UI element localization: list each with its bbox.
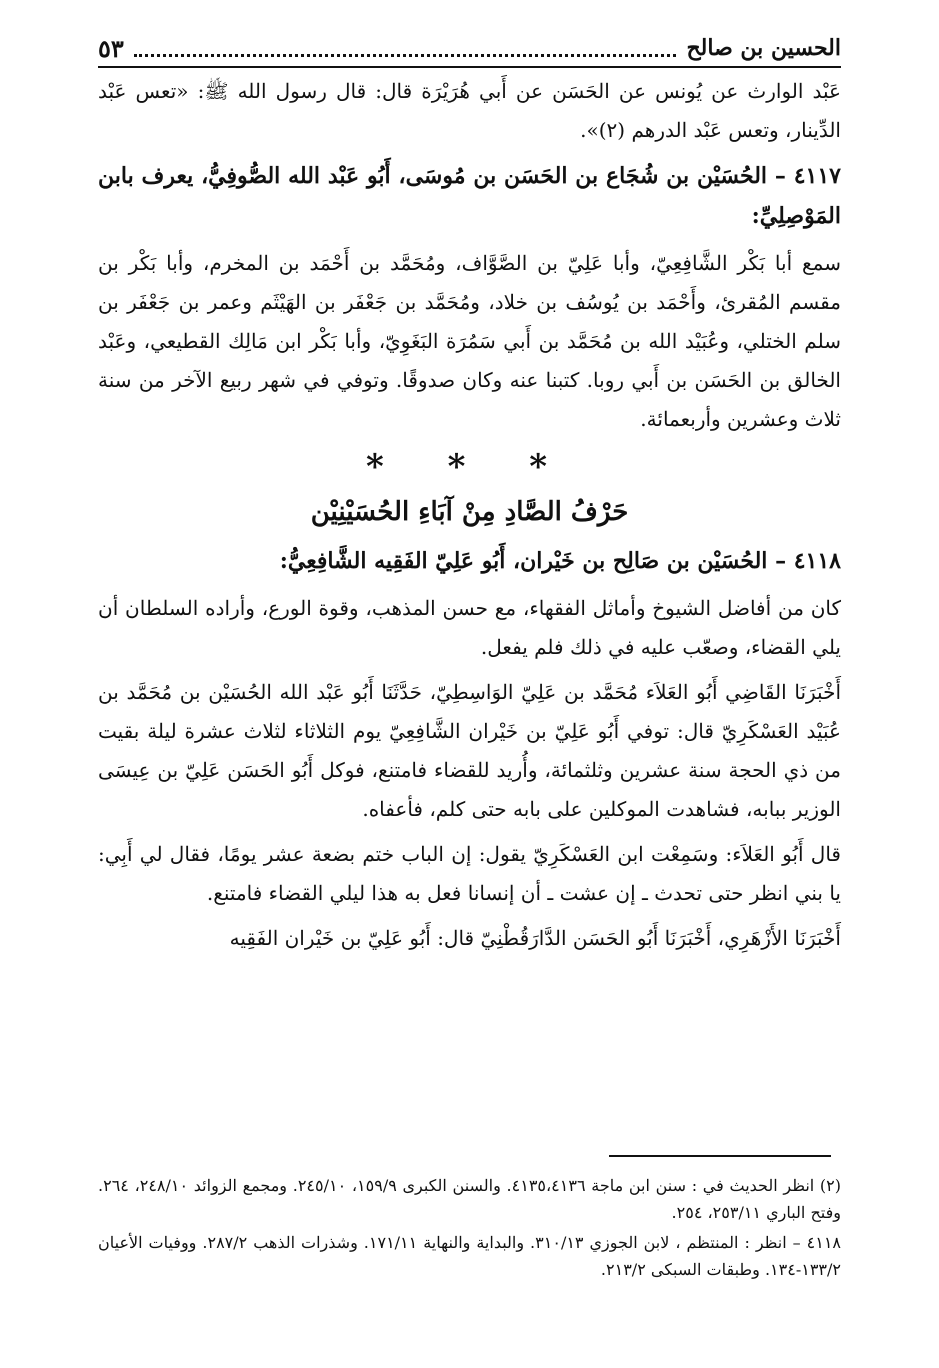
entry-4118-quote: قال أَبُو العَلاَء: وسَمِعْت ابن العَسْكَرِيّ يقول: إن الباب ختم بضعة عشر يومًا، فقال لي أَبِي: يا بني انظر حتى تحدث ـ إن عشت ـ أن إنسانا فعل به هذا ليلي القضاء فامتنع. <box>98 842 841 905</box>
footnote-4118: ٤١١٨ – انظر : المنتظم ، لابن الجوزي ٣١٠/١٣. والبداية والنهاية ١٧١/١١. وشذرات الذهب ٢٨٧/٢. ووفيات الأعيان ١٣٣/٢-١٣٤. وطبقات السبكى ٢١٣/٢. <box>98 1233 841 1279</box>
paragraph-continuation: عَبْد الوارث عن يُونس عن الحَسَن عن أَبي هُرَيْرَة قال: قال رسول الله ﷺ: «تعس عَبْد الدِّينار، وتعس عَبْد الدرهم (٢)». <box>98 79 841 142</box>
entry-4118-intro: كان من أفاضل الشيوخ وأماثل الفقهاء، مع حسن المذهب، وقوة الورع، وأراده السلطان أن يلي القضاء، وصعّب عليه في ذلك فلم يفعل. <box>98 596 841 659</box>
entry-4117-text: سمع أبا بَكْر الشَّافِعِيّ، وأبا عَلِيّ بن الصَّوَّاف، ومُحَمَّد بن أَحْمَد بن المخرم، وأبا بَكْر بن مقسم المُقرئ، وأَحْمَد بن يُوسُف بن خلاد، ومُحَمَّد بن جَعْفَر بن الهَيْثَم وعمر بن جَعْفَر بن سلم الختلي، وعُبَيْد الله بن مُحَمَّد بن أَبي سَمُرَة البَغَوِيّ، وأبا بَكْر ابن مَالِك القطيعي، وعَبْد الخالق بن الحَسَن بن أَبي روبا. كتبنا عنه وكان صدوقًا. وتوفي في شهر ربيع الآخر من سنة ثلاث وعشرين وأربعمائة. <box>98 251 841 431</box>
main-text <box>98 72 841 964</box>
footnote-2: (٢) انظر الحديث في : سنن ابن ماجة ٤١٣٥،٤١٣٦. والسنن الكبرى ١٥٩/٩، ٢٤٥/١٠. ومجمع الزوائد ٢٤٨/١٠، ٢٦٤. وفتح الباري ٢٥٣/١١، ٢٥٤. <box>98 1176 842 1222</box>
entry-heading-4118: ٤١١٨ – الحُسَيْن بن صَالِح بن خَيْران، أَبُو عَلِيّ الفَقِيه الشَّافِعِيُّ: <box>279 548 841 574</box>
section-divider-stars: * * * <box>365 447 573 487</box>
header-dot-leader <box>134 40 677 57</box>
entry-heading-4117: ٤١١٧ – الحُسَيْن بن شُجَاع بن الحَسَن بن مُوسَى، أَبُو عَبْد الله الصُّوفِيُّ، يعرف بابن المَوْصِلِيِّ: <box>98 163 841 229</box>
chapter-heading: حَرْفُ الصَّادِ مِنْ آبَاءِ الحُسَيْنِيْن <box>310 497 629 527</box>
footnote-separator <box>609 1155 831 1157</box>
running-title: الحسين بن صالح <box>686 35 841 61</box>
entry-4118-report: أَخْبَرَنَا القَاضِي أَبُو العَلاَء مُحَمَّد بن عَلِيّ الوَاسِطِيّ، حَدَّثَنَا أَبُو عَبْد الله الحُسَيْن بن مُحَمَّد بن عُبَيْد العَسْكَرِيّ قال: توفي أَبُو عَلِيّ بن خَيْران الشَّافِعِيّ يوم الثلاثاء لثلاث عشرة ليلة بقيت من ذي الحجة سنة عشرين وثلثمائة، وأُريد للقضاء فامتنع، فوكل أَبُو الحَسَن عَلِيّ بن عِيسَى الوزير ببابه، فشاهدت الموكلين على بابه حتى كلم، فأعفاه. <box>98 680 841 821</box>
page-number: ٥٣ <box>98 33 124 63</box>
page-header <box>98 30 841 68</box>
footnotes <box>98 1172 841 1286</box>
entry-4118-continuation: أَخْبَرَنَا الأَزْهَرِي، أَخْبَرَنَا أَبُو الحَسَن الدَّارَقُطْنِيّ قال: أَبُو عَلِيّ بن خَيْران الفَقِيه <box>229 926 841 950</box>
